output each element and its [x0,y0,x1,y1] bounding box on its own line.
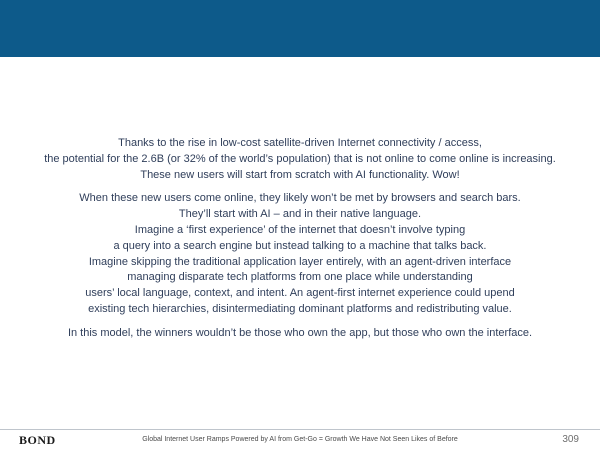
body-line: They’ll start with AI – and in their native language. [178,208,422,221]
bond-logo: BOND [19,433,56,447]
body-line: existing tech hierarchies, disintermediating dominant platforms and redistributing value. [88,302,512,315]
body-line: Thanks to the rise in low-cost satellite-driven Internet connectivity / access, [118,137,482,149]
footer-divider [0,429,600,430]
header-band [0,0,600,57]
footer-caption: Global Internet User Ramps Powered by AI from Get-Go = Growth We Have Not Seen Likes of Before [142,436,458,443]
slide-body [0,136,600,342]
page-number: 309 [562,434,579,445]
body-line: managing disparate tech platforms from one place while understanding [127,271,473,284]
body-line: a query into a search engine but instead talking to a machine that talks back. [113,239,487,252]
body-line: These new users will start from scratch with AI functionality. Wow! [140,168,460,181]
body-line: the potential for the 2.6B (or 32% of the world’s population) that is not online to come online is increasing. [44,152,556,165]
body-line: In this model, the winners wouldn’t be those who own the app, but those who own the interface. [67,326,533,339]
body-line: Imagine skipping the traditional application layer entirely, with an agent-driven interface [88,255,512,268]
body-line: users’ local language, context, and intent. An agent-first internet experience could upend [85,287,515,300]
body-line: When these new users come online, they likely won’t be met by browsers and search bars. [79,192,521,205]
paragraph-intro [0,136,600,183]
body-line: Imagine a ‘first experience’ of the internet that doesn’t involve typing [134,223,466,236]
paragraph-conclusion [0,326,600,342]
paragraph-vision [0,191,600,317]
